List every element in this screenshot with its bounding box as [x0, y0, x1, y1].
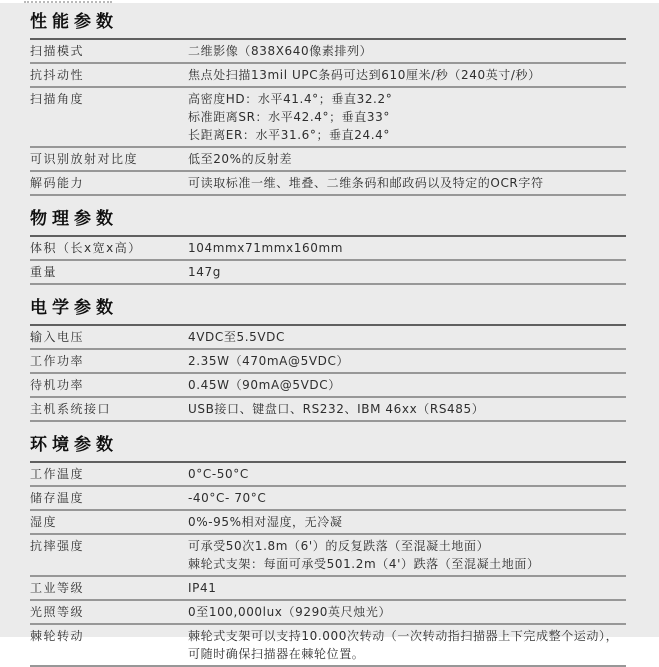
row-value — [188, 354, 626, 369]
row-value-line: 0.45W（90mA@5VDC） — [188, 378, 341, 392]
row-value — [188, 605, 626, 620]
row-value-line: IP41 — [188, 581, 217, 595]
row-value — [188, 539, 626, 572]
row-value-line: 长距离ER：水平31.6°；垂直24.4° — [188, 128, 390, 142]
row-label: 扫描角度 — [30, 92, 85, 106]
row-value-line: 棘轮式支架可以支持10.000次转动（一次转动指扫描器上下完成整个运动）， — [188, 629, 619, 643]
section-performance — [30, 12, 626, 196]
row-label: 解码能力 — [30, 176, 85, 190]
table-row — [30, 535, 626, 577]
row-value-line: 可承受50次1.8m（6'）的反复跌落（至混凝土地面） — [188, 539, 490, 553]
row-value-line: 0至100,000lux（9290英尺烛光） — [188, 605, 392, 619]
section-electrical — [30, 298, 626, 422]
row-label: 扫描模式 — [30, 44, 85, 58]
table-row — [30, 625, 626, 667]
table-row — [30, 511, 626, 535]
row-value — [188, 44, 626, 59]
table-row — [30, 398, 626, 422]
row-value — [188, 467, 626, 482]
row-value-line: 2.35W（470mA@5VDC） — [188, 354, 350, 368]
row-value-line: 标准距离SR：水平42.4°；垂直33° — [188, 110, 390, 124]
row-label: 工业等级 — [30, 581, 85, 595]
table-row — [30, 601, 626, 625]
row-value — [188, 491, 626, 506]
table-row — [30, 487, 626, 511]
table-row — [30, 577, 626, 601]
row-label: 工作温度 — [30, 467, 85, 481]
row-value-line: -40°C- 70°C — [188, 491, 267, 505]
row-value-line: 可随时确保扫描器在棘轮位置。 — [188, 647, 365, 661]
table-row — [30, 237, 626, 261]
row-label: 工作功率 — [30, 354, 85, 368]
row-value-line: 0%-95%相对湿度，无冷凝 — [188, 515, 343, 529]
row-label: 重量 — [30, 265, 58, 279]
row-value — [188, 402, 626, 417]
table-row — [30, 261, 626, 285]
section-physical — [30, 209, 626, 285]
row-value — [188, 581, 626, 596]
row-label: 可识别放射对比度 — [30, 152, 139, 166]
row-value — [188, 330, 626, 345]
row-value-line: 棘轮式支架：每面可承受501.2m（4'）跌落（至混凝土地面） — [188, 557, 540, 571]
row-value-line: USB接口、键盘口、RS232、IBM 46xx（RS485） — [188, 402, 485, 416]
row-value — [188, 378, 626, 393]
table-row — [30, 64, 626, 88]
row-value — [188, 241, 626, 256]
section-title-electrical: 电学参数 — [30, 298, 118, 318]
table-row — [30, 374, 626, 398]
row-value-line: 低至20%的反射差 — [188, 152, 293, 166]
row-value — [188, 152, 626, 167]
table-row — [30, 40, 626, 64]
row-value-line: 104mmx71mmx160mm — [188, 241, 344, 255]
table-row — [30, 88, 626, 148]
row-value — [188, 68, 626, 83]
row-value — [188, 629, 626, 662]
table-row — [30, 148, 626, 172]
row-value — [188, 515, 626, 530]
row-value-line: 焦点处扫描13mil UPC条码可达到610厘米/秒（240英寸/秒） — [188, 68, 541, 82]
row-label: 输入电压 — [30, 330, 85, 344]
table-row — [30, 172, 626, 196]
row-value — [188, 92, 626, 143]
row-value-line: 4VDC至5.5VDC — [188, 330, 285, 344]
row-value-line: 147g — [188, 265, 221, 279]
spec-document — [0, 3, 659, 661]
table-row — [30, 463, 626, 487]
section-title-physical: 物理参数 — [30, 209, 118, 229]
row-value-line: 可读取标准一维、堆叠、二维条码和邮政码以及特定的OCR字符 — [188, 176, 544, 190]
row-value-line: 二维影像（838X640像素排列） — [188, 44, 373, 58]
section-title-performance: 性能参数 — [30, 12, 118, 32]
row-label: 棘轮转动 — [30, 629, 85, 643]
section-environmental — [30, 435, 626, 667]
row-label: 光照等级 — [30, 605, 85, 619]
row-label: 湿度 — [30, 515, 58, 529]
row-value — [188, 265, 626, 280]
row-label: 主机系统接口 — [30, 402, 112, 416]
table-row — [30, 326, 626, 350]
row-label: 抗摔强度 — [30, 539, 85, 553]
table-row — [30, 350, 626, 374]
section-title-environmental: 环境参数 — [30, 435, 118, 455]
row-label: 储存温度 — [30, 491, 85, 505]
row-value-line: 高密度HD：水平41.4°；垂直32.2° — [188, 92, 393, 106]
row-label: 体积（长x宽x高） — [30, 241, 142, 255]
cropped-dotted-rule — [24, 1, 112, 3]
row-value-line: 0°C-50°C — [188, 467, 249, 481]
row-value — [188, 176, 626, 191]
row-label: 抗抖动性 — [30, 68, 85, 82]
row-label: 待机功率 — [30, 378, 85, 392]
